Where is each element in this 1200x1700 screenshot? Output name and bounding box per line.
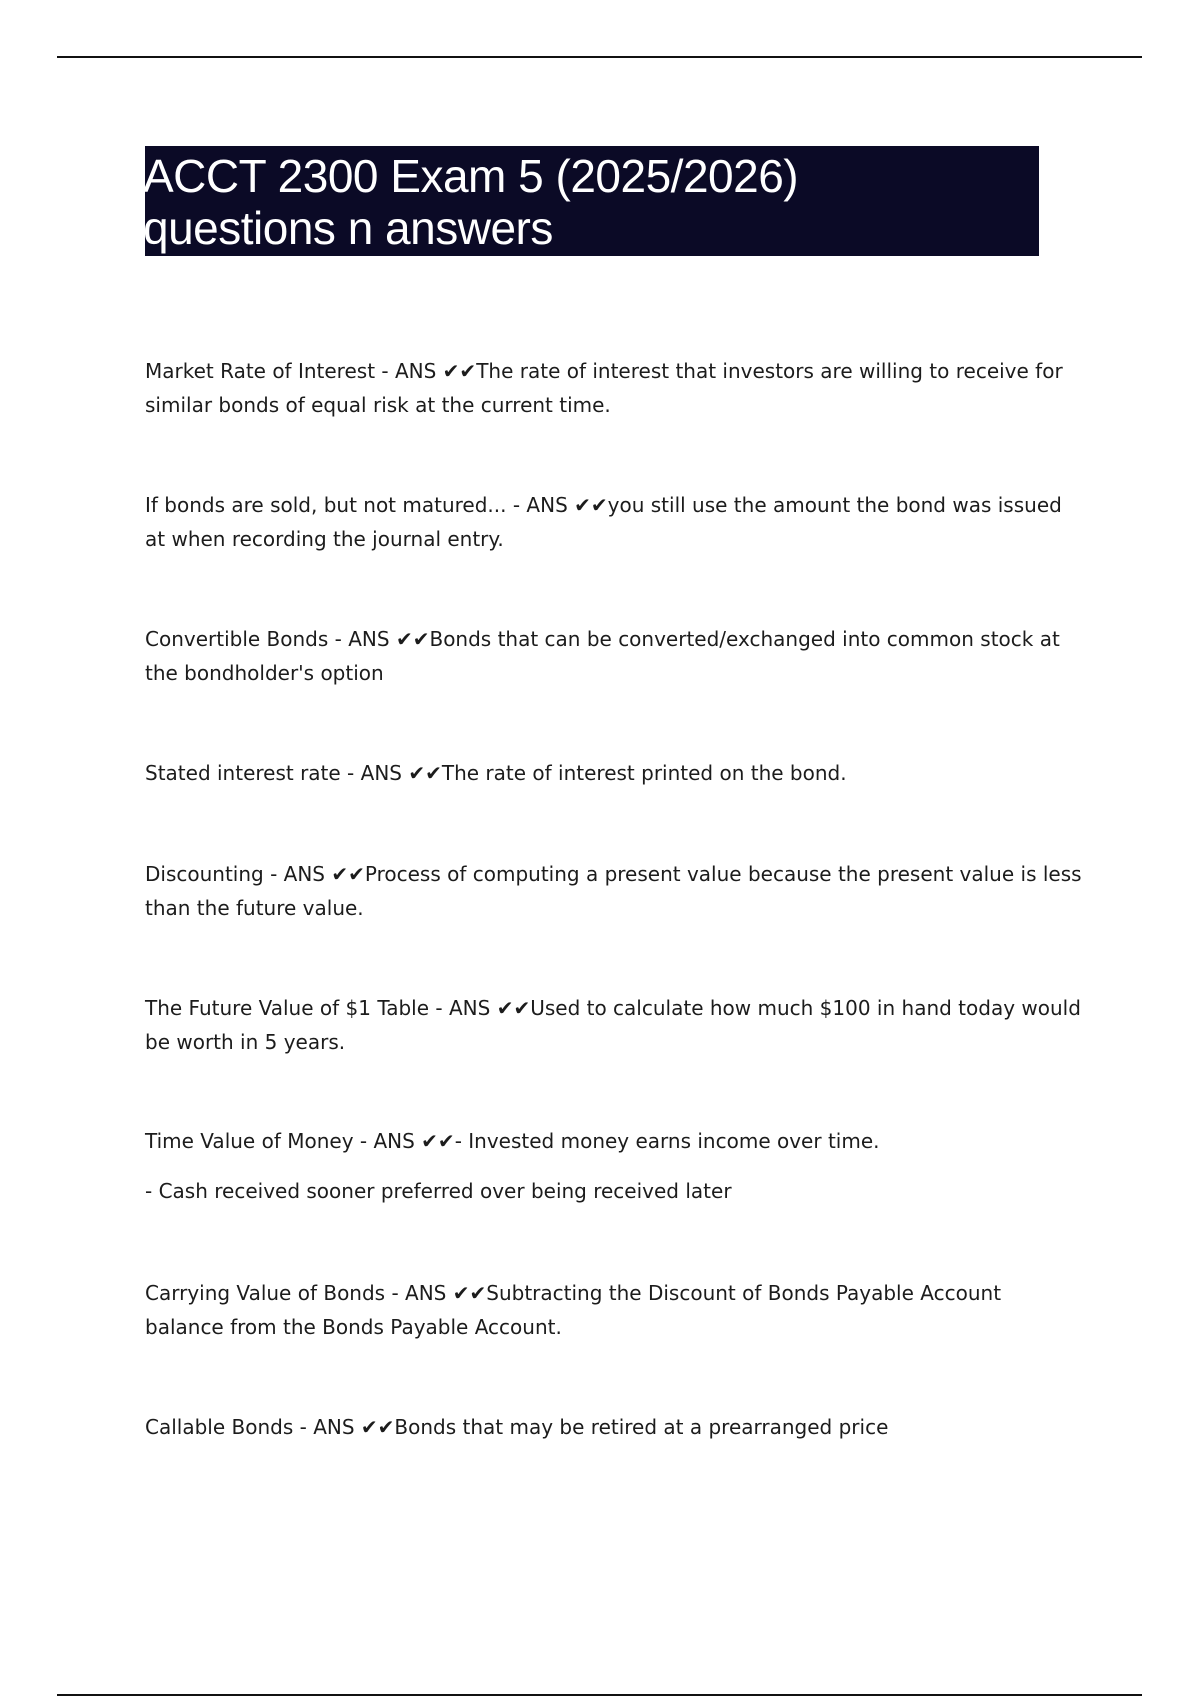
qa-text — [145, 1124, 1085, 1158]
document-title-banner — [145, 146, 1039, 256]
double-check-icon: ✔✔ — [452, 1281, 487, 1305]
qa-term: Callable Bonds — [145, 1415, 294, 1439]
qa-text — [145, 991, 1085, 1059]
qa-answer: Bonds that may be retired at a prearranged price — [394, 1415, 889, 1439]
ans-separator: - ANS — [293, 1415, 361, 1439]
qa-term: If bonds are sold, but not matured... — [145, 493, 507, 517]
double-check-icon: ✔✔ — [496, 996, 531, 1020]
qa-text — [145, 1410, 1085, 1444]
qa-item-callable-bonds — [145, 1410, 1085, 1444]
qa-term: Time Value of Money — [145, 1129, 354, 1153]
qa-item-convertible-bonds — [145, 622, 1085, 690]
qa-item-time-value-of-money — [145, 1124, 1085, 1208]
double-check-icon: ✔✔ — [442, 359, 477, 383]
qa-item-future-value-table — [145, 991, 1085, 1059]
qa-answer: The rate of interest printed on the bond. — [441, 761, 847, 785]
qa-answer: Used to calculate how much $100 in hand today would be worth in 5 years. — [145, 996, 1081, 1054]
qa-text — [145, 857, 1085, 925]
qa-term: Convertible Bonds — [145, 627, 329, 651]
qa-text — [145, 354, 1085, 422]
qa-answer: Bonds that can be converted/exchanged into common stock at the bondholder's option — [145, 627, 1060, 685]
qa-item-stated-interest-rate — [145, 756, 1085, 790]
double-check-icon: ✔✔ — [408, 761, 442, 785]
qa-answer-extra: - Cash received sooner preferred over being received later — [145, 1179, 732, 1203]
qa-answer: Process of computing a present value because the present value is less than the future value. — [145, 862, 1082, 920]
document-title-line-1: ACCT 2300 Exam 5 (2025/2026) — [143, 150, 799, 202]
double-check-icon: ✔✔ — [395, 627, 430, 651]
ans-separator: - ANS — [375, 359, 443, 383]
double-check-icon: ✔✔ — [421, 1129, 455, 1153]
ans-separator: - ANS — [263, 862, 332, 886]
qa-item-market-rate-of-interest — [145, 354, 1085, 422]
footer-rule — [57, 1694, 1142, 1696]
ans-separator: - ANS — [385, 1281, 453, 1305]
qa-text — [145, 488, 1085, 556]
qa-answer: Subtracting the Discount of Bonds Payable Account balance from the Bonds Payable Account. — [145, 1281, 1002, 1339]
qa-term: Carrying Value of Bonds — [145, 1281, 386, 1305]
qa-answer: The rate of interest that investors are willing to receive for similar bonds of equal risk at the current time. — [145, 359, 1063, 417]
double-check-icon: ✔✔ — [574, 493, 608, 517]
document-title-line-2: questions n answers — [143, 202, 553, 254]
qa-answer: - Invested money earns income over time. — [454, 1129, 880, 1153]
qa-term: Discounting — [145, 862, 264, 886]
double-check-icon: ✔✔ — [331, 862, 365, 886]
ans-separator: - ANS — [328, 627, 396, 651]
ans-separator: - ANS — [353, 1129, 422, 1153]
qa-item-bonds-sold-not-matured — [145, 488, 1085, 556]
qa-item-carrying-value-of-bonds — [145, 1276, 1085, 1344]
qa-item-discounting — [145, 857, 1085, 925]
qa-term: Market Rate of Interest — [145, 359, 376, 383]
ans-separator: - ANS — [340, 761, 409, 785]
qa-term: Stated interest rate — [145, 761, 341, 785]
double-check-icon: ✔✔ — [360, 1415, 395, 1439]
qa-text — [145, 1276, 1085, 1344]
ans-separator: - ANS — [429, 996, 497, 1020]
ans-separator: - ANS — [506, 493, 575, 517]
header-rule — [57, 56, 1142, 58]
qa-answer: you still use the amount the bond was issued at when recording the journal entry. — [145, 493, 1062, 551]
qa-text — [145, 756, 1085, 790]
qa-term: The Future Value of $1 Table — [145, 996, 430, 1020]
qa-text — [145, 622, 1085, 690]
